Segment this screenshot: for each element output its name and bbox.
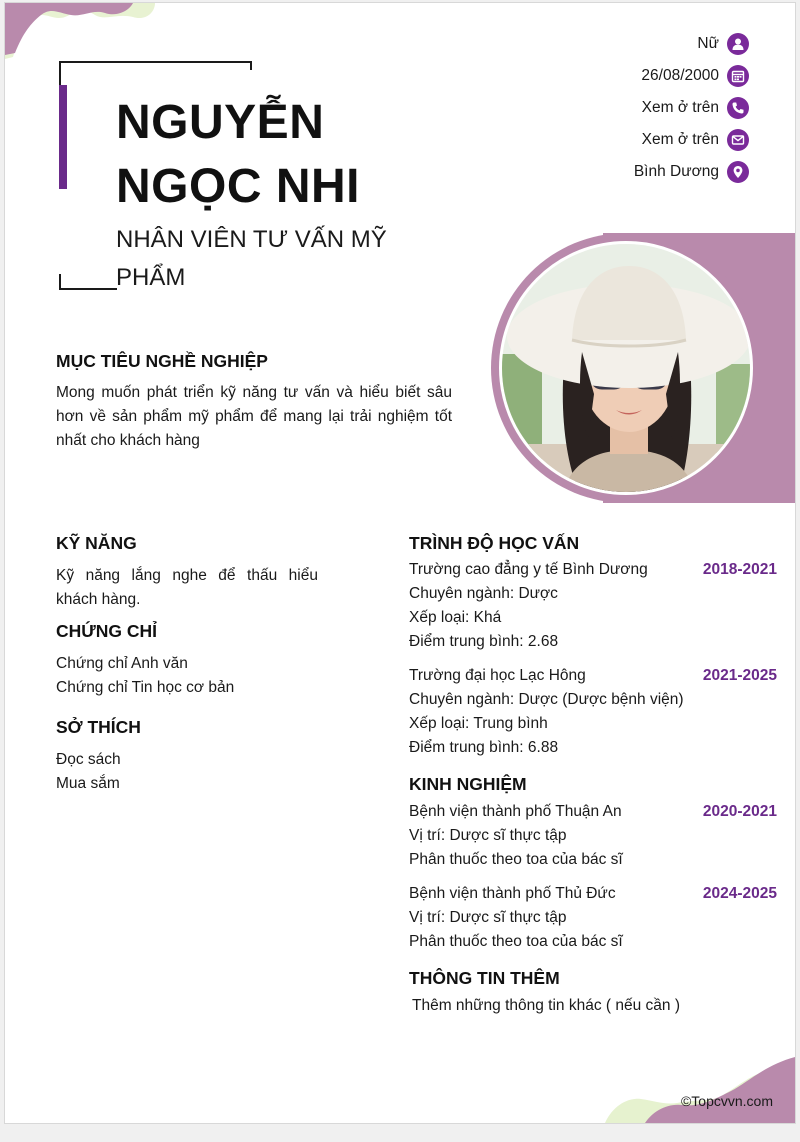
location-pin-icon — [727, 161, 749, 183]
education-entry — [409, 664, 777, 760]
education-rank: Xếp loại: Trung bình — [409, 715, 548, 732]
name-frame-bottom — [59, 274, 117, 290]
experience-duty: Phân thuốc theo toa của bác sĩ — [409, 851, 623, 868]
education-school: Trường đại học Lạc Hông — [409, 667, 586, 684]
education-gpa: Điểm trung bình: 2.68 — [409, 633, 559, 650]
education-rank: Xếp loại: Khá — [409, 609, 502, 626]
contact-gender-value: Nữ — [697, 35, 719, 52]
calendar-icon — [727, 65, 749, 87]
cv-page — [4, 2, 796, 1124]
hobby-item-2: Mua sắm — [56, 775, 120, 792]
contact-email — [642, 128, 749, 152]
contact-birthday — [641, 64, 749, 88]
skills-title: KỸ NĂNG — [56, 533, 137, 553]
person-icon — [727, 33, 749, 55]
experience-entry — [409, 882, 777, 954]
candidate-name-line2: NGỌC NHI — [116, 160, 360, 213]
top-left-blob-decoration — [5, 3, 165, 63]
mail-icon — [727, 129, 749, 151]
objective-title: MỤC TIÊU NGHỀ NGHIỆP — [56, 351, 268, 371]
certificates-title: CHỨNG CHỈ — [56, 621, 158, 641]
hobbies-title: SỞ THÍCH — [56, 717, 141, 737]
contact-address — [634, 160, 749, 184]
contact-birthday-value: 26/08/2000 — [641, 67, 719, 84]
hobby-item-1: Đọc sách — [56, 751, 121, 768]
education-years: 2021-2025 — [702, 667, 777, 684]
education-years: 2018-2021 — [702, 561, 777, 578]
education-school: Trường cao đẳng y tế Bình Dương — [409, 561, 648, 578]
experience-place: Bệnh viện thành phố Thủ Đức — [409, 885, 616, 902]
additional-info-text: Thêm những thông tin khác ( nếu cần ) — [412, 997, 681, 1014]
contact-address-value: Bình Dương — [633, 163, 719, 180]
education-major: Chuyên ngành: Dược — [409, 585, 558, 602]
name-frame-top — [59, 61, 252, 70]
contact-phone — [642, 96, 749, 120]
skills-text: Kỹ năng lắng nghe để thấu hiểu khách hàng. — [56, 567, 318, 608]
experience-years: 2020-2021 — [702, 803, 777, 820]
phone-icon — [727, 97, 749, 119]
job-title: NHÂN VIÊN TƯ VẤN MỸ PHẨM — [116, 226, 387, 291]
experience-years: 2024-2025 — [702, 885, 777, 902]
additional-info-title: THÔNG TIN THÊM — [409, 968, 560, 988]
objective-text: Mong muốn phát triển kỹ năng tư vấn và hiểu biết sâu hơn về sản phẩm mỹ phẩm để mang lại trải nghiệm tốt nhất cho khách hàng — [56, 384, 452, 449]
education-major: Chuyên ngành: Dược (Dược bệnh viện) — [409, 691, 684, 708]
bottom-right-blob-decoration — [605, 1053, 795, 1123]
certificate-item-2: Chứng chỉ Tin học cơ bản — [56, 679, 235, 696]
name-accent-bar — [59, 85, 67, 189]
experience-place: Bệnh viện thành phố Thuận An — [409, 803, 622, 820]
candidate-name-line1: NGUYỄN — [116, 96, 325, 149]
experience-title: KINH NGHIỆM — [409, 774, 527, 794]
education-title: TRÌNH ĐỘ HỌC VẤN — [409, 533, 580, 553]
experience-duty: Phân thuốc theo toa của bác sĩ — [409, 933, 623, 950]
experience-position: Vị trí: Dược sĩ thực tập — [409, 827, 567, 844]
footer-watermark: ©Topcvvn.com — [680, 1093, 773, 1109]
experience-entry — [409, 800, 777, 872]
profile-photo — [499, 241, 753, 495]
contact-phone-value: Xem ở trên — [641, 99, 719, 116]
certificate-item-1: Chứng chỉ Anh văn — [56, 655, 188, 672]
contact-gender — [697, 32, 749, 56]
education-gpa: Điểm trung bình: 6.88 — [409, 739, 559, 756]
contact-email-value: Xem ở trên — [641, 131, 719, 148]
education-entry — [409, 558, 777, 654]
experience-position: Vị trí: Dược sĩ thực tập — [409, 909, 567, 926]
